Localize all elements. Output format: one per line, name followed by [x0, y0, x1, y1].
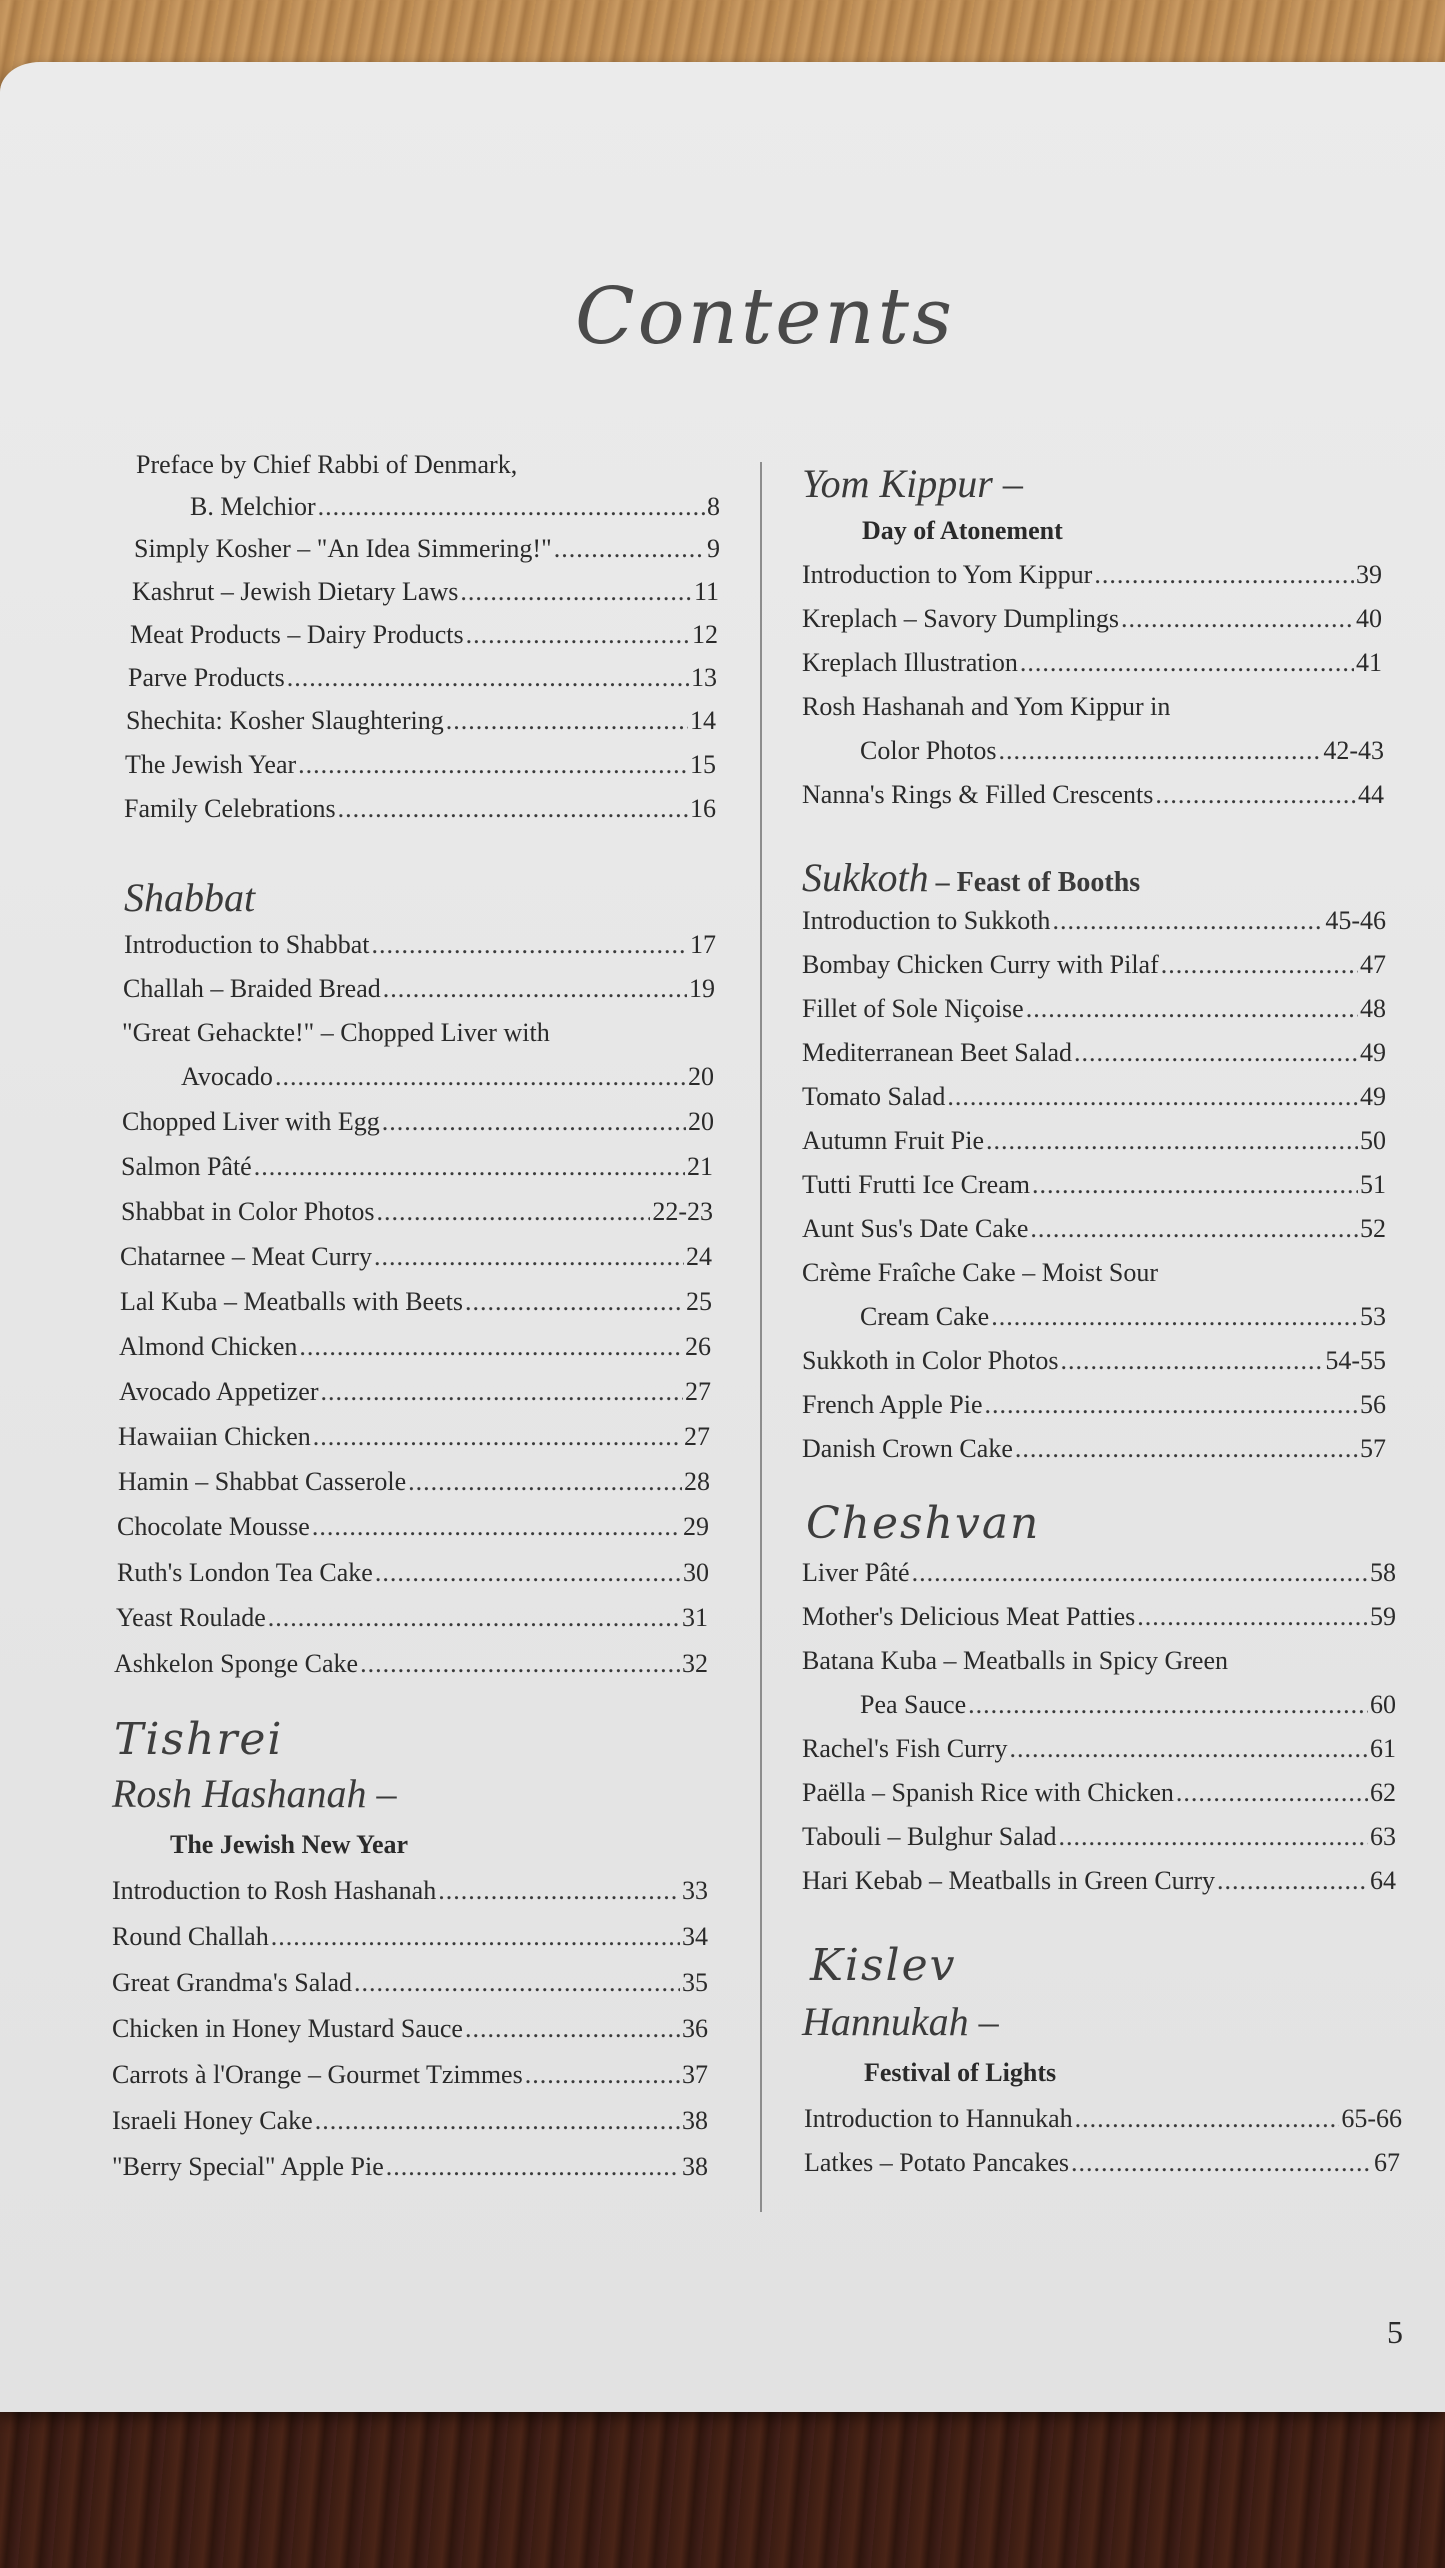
toc-entry: B. Melchior ..... 8 — [190, 492, 720, 522]
toc-entry: Tomato Salad ..... 49 — [802, 1082, 1386, 1112]
toc-entry: Yeast Roulade ..... 31 — [116, 1603, 708, 1633]
toc-entry: Shabbat in Color Photos ..... 22-23 — [121, 1197, 713, 1227]
toc-entry: Round Challah ..... 34 — [112, 1922, 708, 1952]
toc-entry: Introduction to Rosh Hashanah ..... 33 — [112, 1876, 708, 1906]
toc-entry: Latkes – Potato Pancakes ..... 67 — [804, 2148, 1400, 2178]
toc-entry: Mediterranean Beet Salad ..... 49 — [802, 1038, 1386, 1068]
toc-entry: Great Grandma's Salad ..... 35 — [112, 1968, 708, 1998]
toc-entry: Almond Chicken ..... 26 — [119, 1332, 711, 1362]
toc-entry: Introduction to Sukkoth ..... 45-46 — [802, 906, 1386, 936]
toc-entry: Israeli Honey Cake ..... 38 — [112, 2106, 708, 2136]
toc-entry: Ashkelon Sponge Cake ..... 32 — [114, 1649, 708, 1679]
toc-entry: Rosh Hashanah and Yom Kippur in — [802, 692, 1171, 721]
month-heading-tishrei: Tishrei — [114, 1714, 284, 1765]
toc-entry: Avocado Appetizer ..... 27 — [119, 1377, 711, 1407]
toc-entry: Cream Cake ..... 53 — [860, 1302, 1386, 1332]
toc-entry: Hawaiian Chicken ..... 27 — [118, 1422, 710, 1452]
toc-entry: Chicken in Honey Mustard Sauce ..... 36 — [112, 2014, 708, 2044]
toc-entry: Danish Crown Cake ..... 57 — [802, 1434, 1386, 1464]
toc-entry: Mother's Delicious Meat Patties ..... 59 — [802, 1602, 1396, 1632]
toc-entry: Preface by Chief Rabbi of Denmark, — [136, 450, 518, 479]
toc-entry: Salmon Pâté ..... 21 — [121, 1152, 713, 1182]
toc-entry: Parve Products ..... 13 — [128, 663, 717, 693]
month-heading-kislev: Kislev — [810, 1940, 957, 1991]
column-divider — [760, 462, 762, 2212]
toc-entry: Bombay Chicken Curry with Pilaf ..... 47 — [802, 950, 1386, 980]
book-page — [0, 62, 1445, 2412]
toc-entry: Introduction to Yom Kippur ..... 39 — [802, 560, 1382, 590]
section-heading-yom-kippur: Yom Kippur – — [802, 461, 1023, 506]
section-heading-shabbat: Shabbat — [124, 875, 256, 920]
toc-entry: Avocado ..... 20 — [181, 1062, 714, 1092]
toc-entry: Nanna's Rings & Filled Crescents ..... 44 — [802, 780, 1384, 810]
toc-entry: Meat Products – Dairy Products ..... 12 — [130, 620, 718, 650]
toc-entry: The Jewish Year ..... 15 — [125, 750, 716, 780]
section-heading-sukkoth: Sukkoth – Feast of Booths — [802, 855, 1141, 900]
toc-entry: Introduction to Hannukah ..... 65-66 — [804, 2104, 1402, 2134]
toc-entry: Aunt Sus's Date Cake ..... 52 — [802, 1214, 1386, 1244]
toc-entry: Family Celebrations ..... 16 — [124, 794, 716, 824]
toc-entry: Autumn Fruit Pie ..... 50 — [802, 1126, 1386, 1156]
toc-entry: Lal Kuba – Meatballs with Beets ..... 25 — [120, 1287, 712, 1317]
toc-entry: Chatarnee – Meat Curry ..... 24 — [120, 1242, 712, 1272]
toc-entry: Crème Fraîche Cake – Moist Sour — [802, 1258, 1158, 1287]
toc-entry: French Apple Pie ..... 56 — [802, 1390, 1386, 1420]
toc-entry: Kreplach Illustration ..... 41 — [802, 648, 1382, 678]
toc-entry: "Great Gehackte!" – Chopped Liver with — [122, 1018, 550, 1047]
toc-entry: Sukkoth in Color Photos ..... 54-55 — [802, 1346, 1386, 1376]
toc-entry: Fillet of Sole Niçoise ..... 48 — [802, 994, 1386, 1024]
toc-entry: Challah – Braided Bread ..... 19 — [123, 974, 715, 1004]
toc-entry: Color Photos ..... 42-43 — [860, 736, 1384, 766]
toc-entry: Chocolate Mousse ..... 29 — [117, 1512, 709, 1542]
page-title: Contents — [575, 272, 955, 362]
toc-entry: Chopped Liver with Egg ..... 20 — [122, 1107, 714, 1137]
section-heading-hannukah: Hannukah – — [802, 1999, 999, 2044]
toc-entry: Kreplach – Savory Dumplings ..... 40 — [802, 604, 1382, 634]
section-subtitle: Day of Atonement — [862, 516, 1063, 545]
toc-entry: Paëlla – Spanish Rice with Chicken ..... 62 — [802, 1778, 1396, 1808]
page-number: 5 — [1387, 2314, 1403, 2350]
toc-entry: Simply Kosher – "An Idea Simmering!" ..... 9 — [134, 534, 720, 564]
toc-entry: "Berry Special" Apple Pie ..... 38 — [112, 2152, 708, 2182]
toc-entry: Tutti Frutti Ice Cream ..... 51 — [802, 1170, 1386, 1200]
toc-entry: Carrots à l'Orange – Gourmet Tzimmes ..... 37 — [112, 2060, 708, 2090]
toc-entry: Ruth's London Tea Cake ..... 30 — [117, 1558, 709, 1588]
section-subtitle: Festival of Lights — [864, 2058, 1057, 2087]
section-subtitle: The Jewish New Year — [170, 1830, 409, 1859]
toc-entry: Liver Pâté ..... 58 — [802, 1558, 1396, 1588]
section-heading-rosh-hashanah: Rosh Hashanah – — [112, 1771, 397, 1816]
toc-entry: Batana Kuba – Meatballs in Spicy Green — [802, 1646, 1228, 1675]
toc-entry: Tabouli – Bulghur Salad ..... 63 — [802, 1822, 1396, 1852]
toc-entry: Kashrut – Jewish Dietary Laws ..... 11 — [132, 577, 719, 607]
toc-entry: Shechita: Kosher Slaughtering ..... 14 — [126, 706, 716, 736]
toc-entry: Rachel's Fish Curry ..... 61 — [802, 1734, 1396, 1764]
toc-entry: Hamin – Shabbat Casserole ..... 28 — [118, 1467, 710, 1497]
toc-entry: Hari Kebab – Meatballs in Green Curry ..... 64 — [802, 1866, 1396, 1896]
month-heading-cheshvan: Cheshvan — [806, 1498, 1041, 1549]
toc-entry: Introduction to Shabbat ..... 17 — [124, 930, 716, 960]
toc-entry: Pea Sauce ..... 60 — [860, 1690, 1396, 1720]
